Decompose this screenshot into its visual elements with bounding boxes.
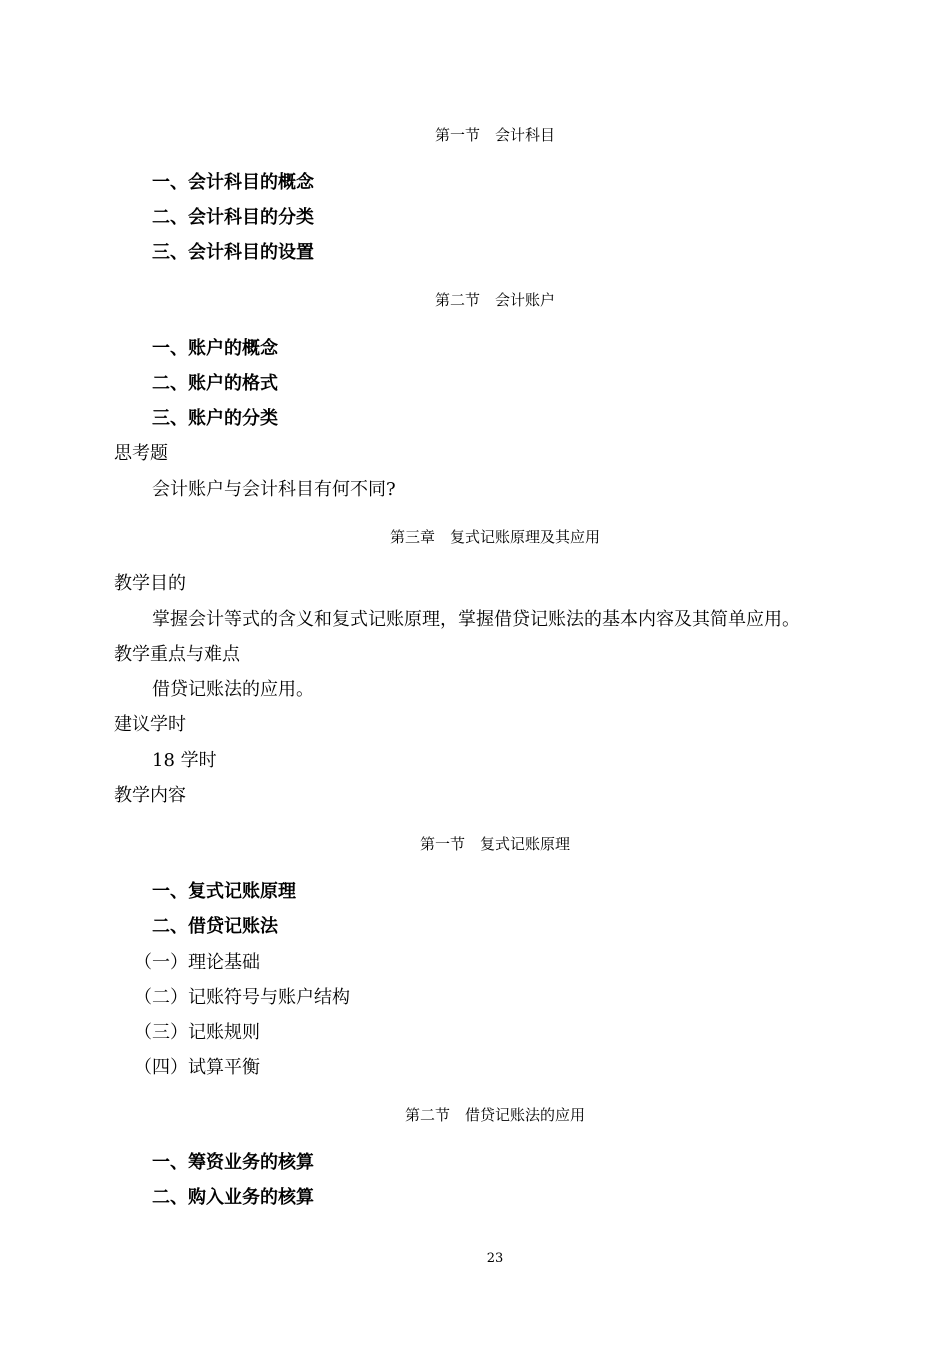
label-heading: 教学重点与难点 xyxy=(114,644,240,665)
paragraph: 掌握会计等式的含义和复式记账原理，掌握借贷记账法的基本内容及其简单应用。 xyxy=(152,609,800,630)
sub-item: （三）记账规则 xyxy=(134,1022,260,1043)
sub-item: （二）记账符号与账户结构 xyxy=(134,987,350,1008)
sub-item: （四）试算平衡 xyxy=(134,1057,260,1078)
label-heading: 建议学时 xyxy=(114,714,186,735)
heading-item: 二、购入业务的核算 xyxy=(152,1187,314,1208)
page-number: 23 xyxy=(486,1251,504,1266)
heading-item: 三、会计科目的设置 xyxy=(152,242,314,263)
section-title: 第一节 复式记账原理 xyxy=(419,835,570,853)
section-title: 第二节 借贷记账法的应用 xyxy=(404,1106,585,1124)
paragraph: 18 学时 xyxy=(152,750,217,771)
chapter-title: 第三章 复式记账原理及其应用 xyxy=(389,528,600,546)
section-title: 第一节 会计科目 xyxy=(434,126,555,144)
paragraph: 会计账户与会计科目有何不同? xyxy=(152,479,396,500)
label-heading: 教学目的 xyxy=(114,573,186,594)
heading-item: 一、筹资业务的核算 xyxy=(152,1152,314,1173)
heading-item: 一、账户的概念 xyxy=(152,338,278,359)
heading-item: 二、借贷记账法 xyxy=(152,916,278,937)
section-title: 第二节 会计账户 xyxy=(434,291,555,309)
heading-item: 一、会计科目的概念 xyxy=(152,172,314,193)
heading-item: 一、复式记账原理 xyxy=(152,881,296,902)
paragraph: 借贷记账法的应用。 xyxy=(152,679,314,700)
sub-item: （一）理论基础 xyxy=(134,952,260,973)
heading-item: 三、账户的分类 xyxy=(152,408,278,429)
heading-item: 二、会计科目的分类 xyxy=(152,207,314,228)
heading-item: 二、账户的格式 xyxy=(152,373,278,394)
label-heading: 思考题 xyxy=(114,443,168,464)
label-heading: 教学内容 xyxy=(114,785,186,806)
